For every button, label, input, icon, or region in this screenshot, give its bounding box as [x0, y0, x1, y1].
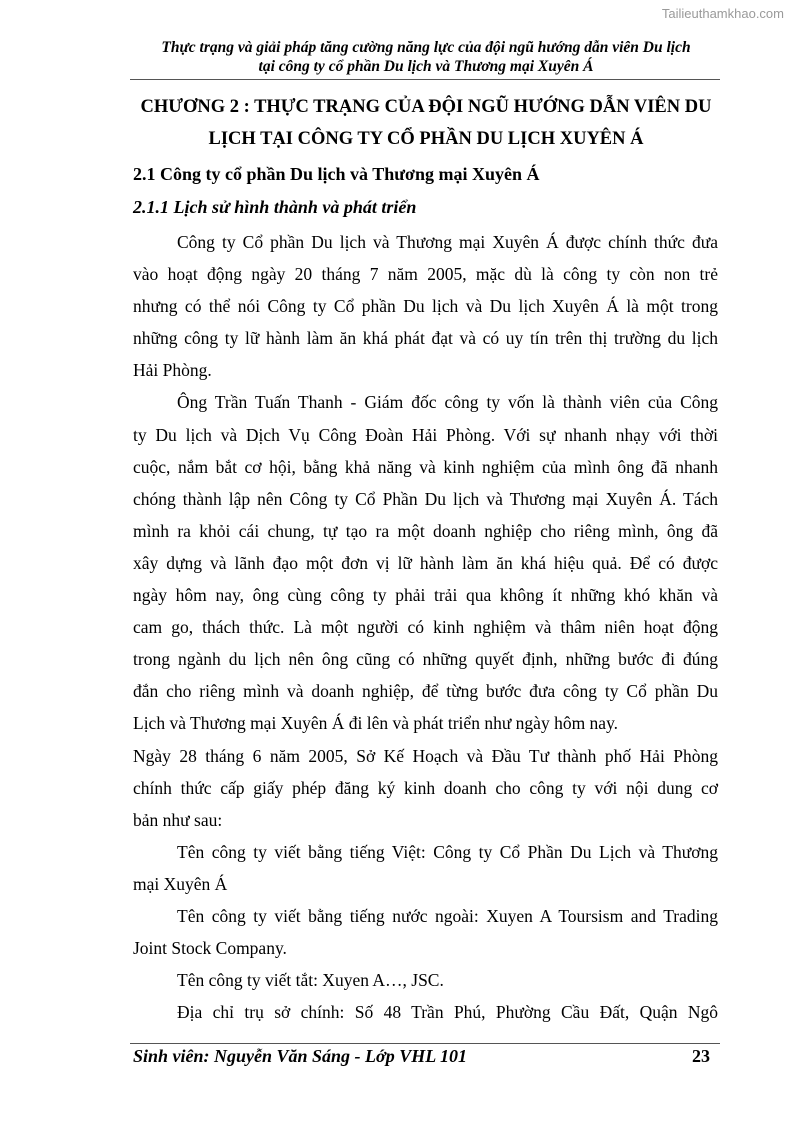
- text-line: những công ty lữ hành làm ăn khá phát đạt và có uy tín trên thị trường du lịch: [133, 328, 718, 349]
- text-line: Tên công ty viết bằng tiếng Việt: Công ty Cổ Phần Du Lịch và Thương: [177, 841, 718, 862]
- text-line: ngày hôm nay, ông cùng công ty phải trải qua không ít những khó khăn và: [133, 585, 718, 606]
- text-line: mại Xuyên Á: [133, 873, 228, 894]
- text-line: Hải Phòng.: [133, 360, 212, 381]
- text-line: Tên công ty viết tắt: Xuyen A…, JSC.: [177, 970, 444, 991]
- page-number: 23: [692, 1046, 710, 1066]
- text-line: Công ty Cổ phần Du lịch và Thương mại Xuyên Á được chính thức đưa: [177, 232, 718, 252]
- text-line: trong ngành du lịch nên ông cũng có những quyết định, những bước đi đúng: [133, 649, 718, 670]
- text-line: Lịch và Thương mại Xuyên Á đi lên và phát triển như ngày hôm nay.: [133, 713, 619, 734]
- text-line: nhưng có thể nói Công ty Cổ phần Du lịch và Du lịch Xuyên Á là một trong: [133, 296, 718, 317]
- text-line: cam go, thách thức. Là một người có kinh nghiệm và thâm niên hoạt động: [133, 617, 718, 638]
- running-header: [133, 38, 719, 76]
- body-text: [133, 226, 718, 1028]
- text-line: bản như sau:: [133, 809, 223, 830]
- text-line: cuộc, nắm bắt cơ hội, bằng khả năng và kinh nghiệm của mình ông đã nhanh: [133, 456, 718, 477]
- section-heading: 2.1 Công ty cổ phần Du lịch và Thương mại Xuyên Á: [133, 164, 540, 184]
- subsection-heading: 2.1.1 Lịch sử hình thành và phát triển: [133, 197, 417, 217]
- footer-divider: [130, 1043, 720, 1044]
- header-line-1: Thực trạng và giải pháp tăng cường năng lực của đội ngũ hướng dẫn viên Du lịch: [161, 39, 691, 56]
- text-line: mình ra khỏi cái chung, tự tạo ra một doanh nghiệp cho riêng mình, ông đã: [133, 520, 718, 541]
- header-line-2: tại công ty cổ phần Du lịch và Thương mại Xuyên Á: [258, 58, 594, 75]
- text-line: Ông Trần Tuấn Thanh - Giám đốc công ty vốn là thành viên của Công: [177, 392, 718, 413]
- text-line: ty Du lịch và Dịch Vụ Công Đoàn Hải Phòng. Với sự nhanh nhạy với thời: [133, 424, 718, 445]
- text-line: xây dựng và lãnh đạo một đơn vị lữ hành làm ăn khá hiệu quả. Để có được: [133, 552, 718, 573]
- footer-student: Sinh viên: Nguyễn Văn Sáng - Lớp VHL 101: [133, 1046, 468, 1066]
- watermark: Tailieuthamkhao.com: [661, 6, 784, 21]
- text-line: Joint Stock Company.: [133, 938, 287, 959]
- text-line: Ngày 28 tháng 6 năm 2005, Sở Kế Hoạch và Đầu Tư thành phố Hải Phòng: [133, 745, 718, 766]
- text-line: Địa chỉ trụ sở chính: Số 48 Trần Phú, Phường Cầu Đất, Quận Ngô: [177, 1002, 718, 1023]
- chapter-title-line-2: LỊCH TẠI CÔNG TY CỔ PHẦN DU LỊCH XUYÊN Á: [208, 129, 644, 149]
- text-line: chóng thành lập nên Công ty Cổ Phần Du lịch và Thương mại Xuyên Á. Tách: [133, 488, 718, 509]
- header-divider: [130, 79, 720, 80]
- text-line: chính thức cấp giấy phép đăng ký kinh doanh cho công ty với nội dung cơ: [133, 777, 718, 798]
- text-line: Tên công ty viết bằng tiếng nước ngoài: Xuyen A Toursism and Trading: [177, 905, 718, 926]
- text-line: đắn cho riêng mình và doanh nghiệp, để từng bước đưa công ty Cổ phần Du: [133, 681, 718, 702]
- text-line: vào hoạt động ngày 20 tháng 7 năm 2005, mặc dù là công ty còn non trẻ: [133, 264, 718, 285]
- chapter-title-line-1: CHƯƠNG 2 : THỰC TRẠNG CỦA ĐỘI NGŨ HƯỚNG DẪN VIÊN DU: [140, 97, 712, 117]
